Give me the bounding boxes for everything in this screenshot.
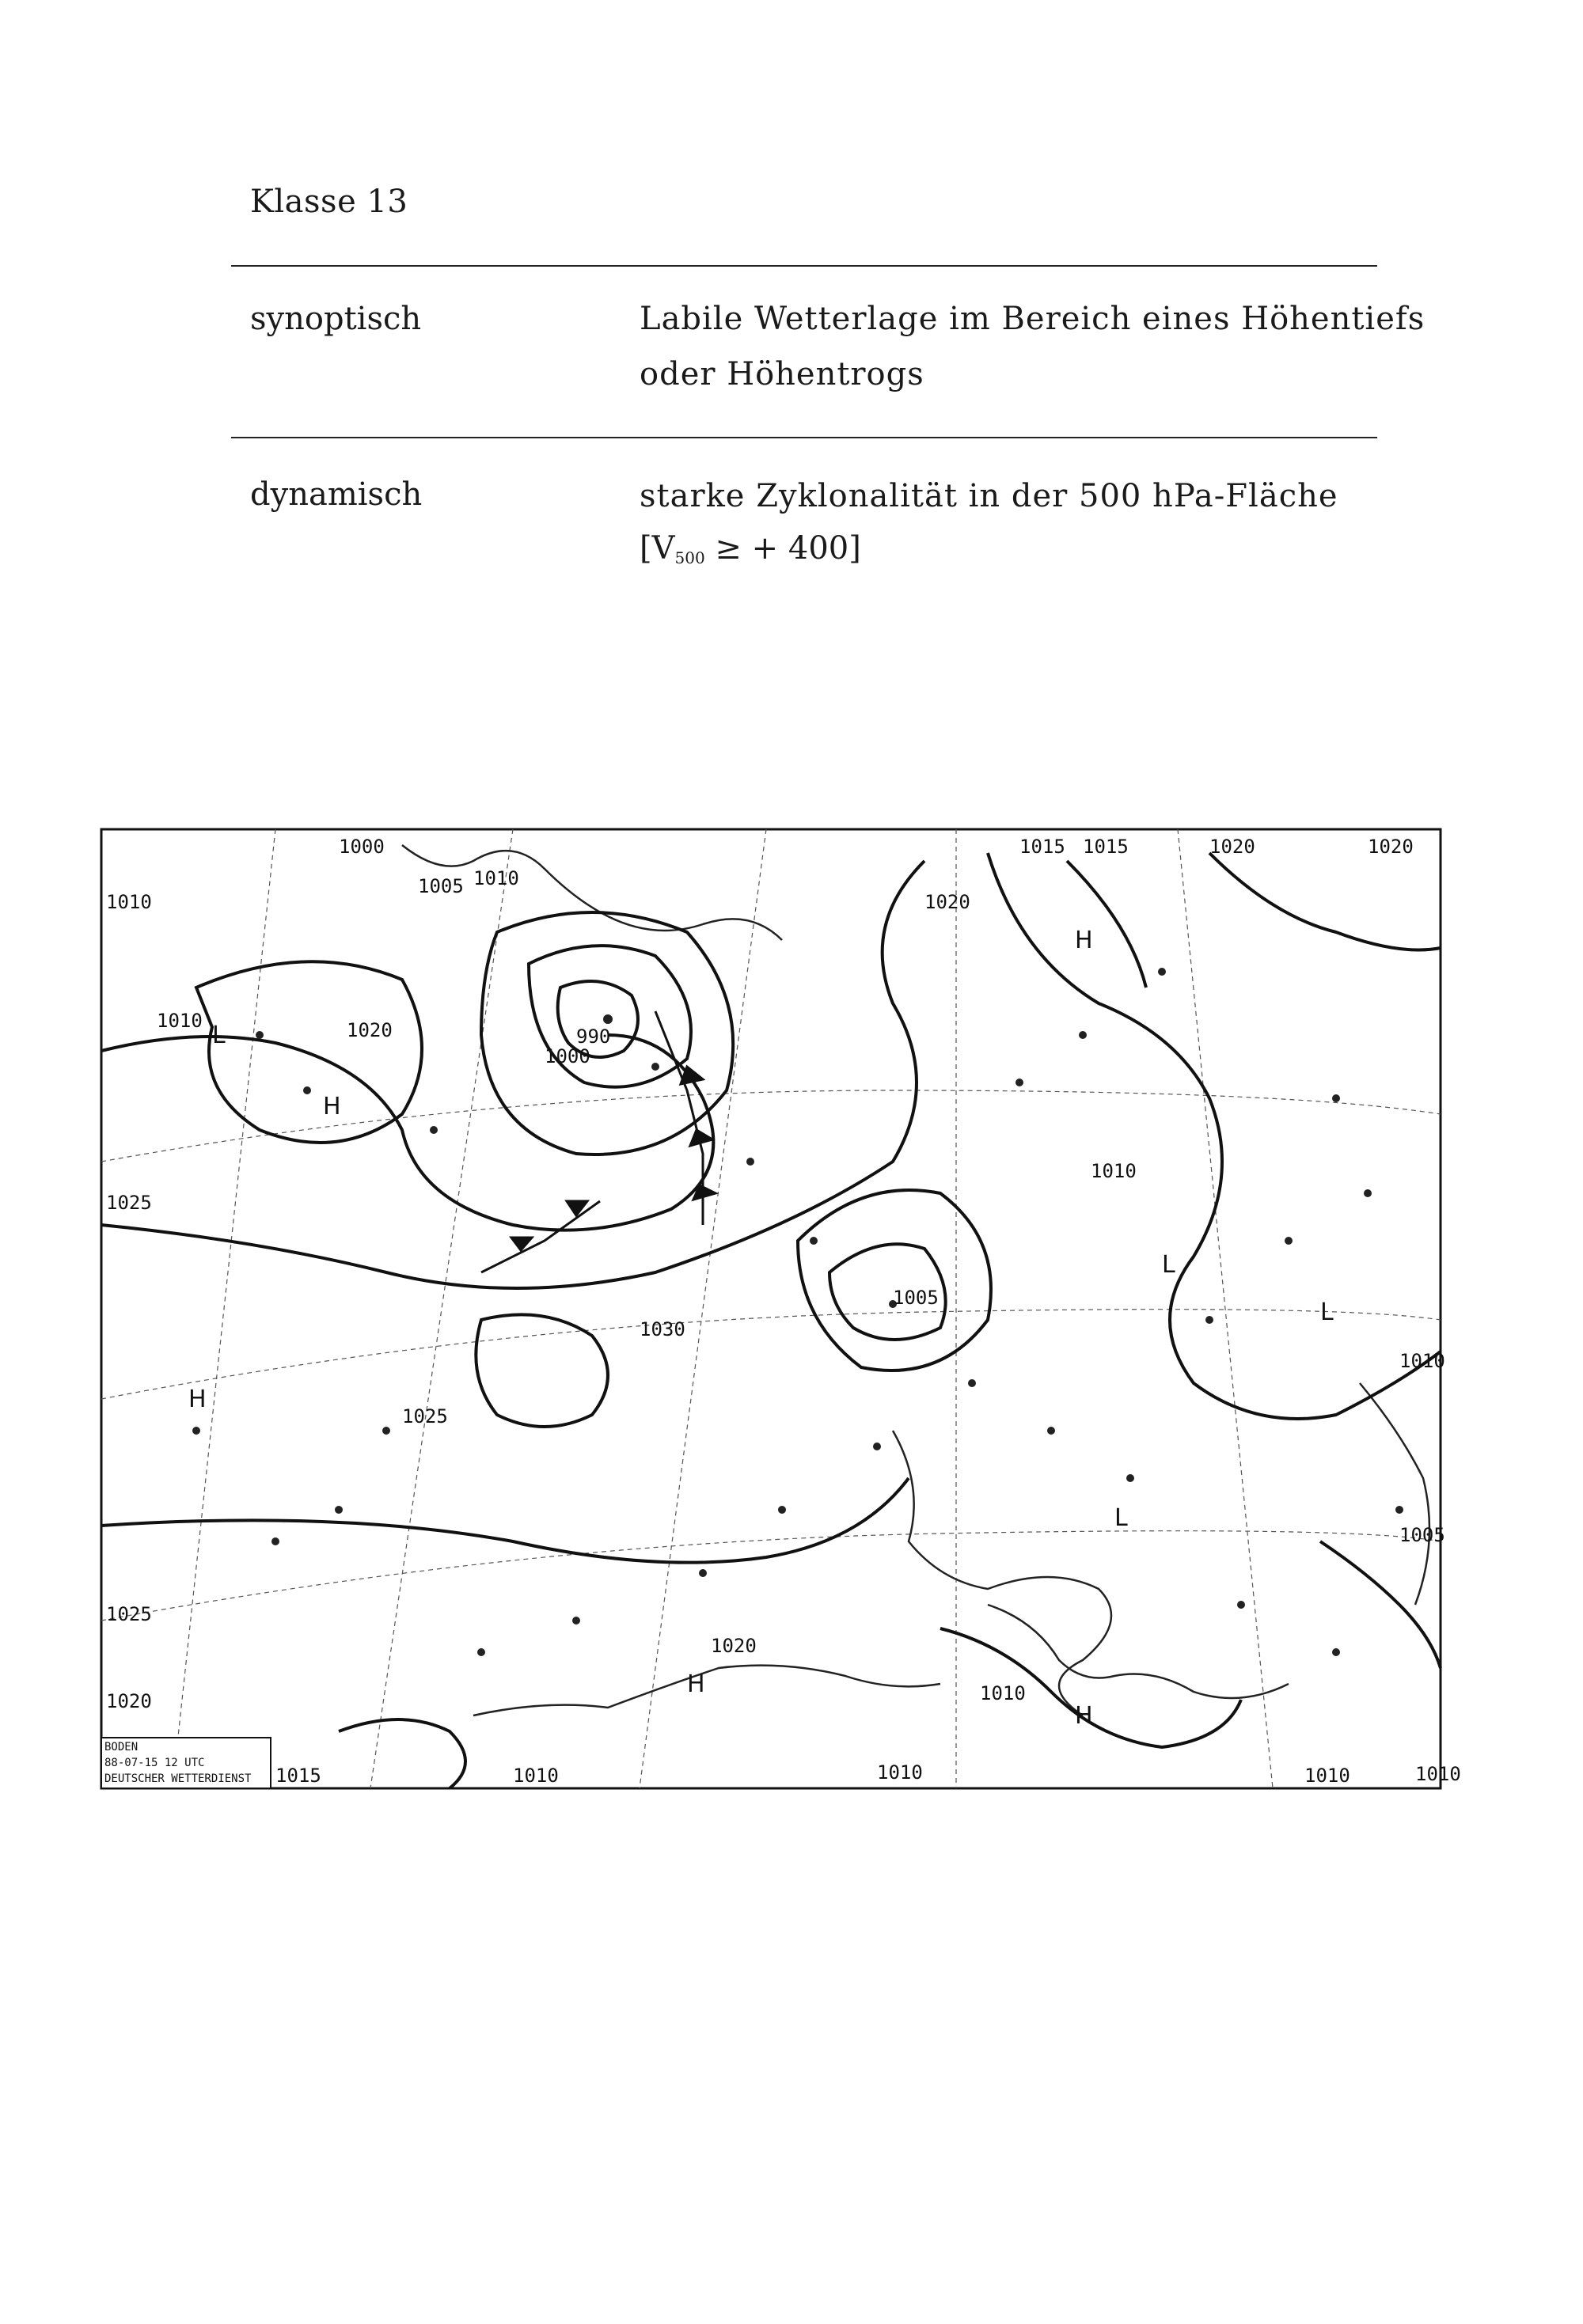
isobar-label: 1010 [1399,1350,1445,1372]
top-rule [231,265,1377,267]
isobar-label: 990 [576,1026,611,1048]
pressure-center: L [1320,1298,1334,1326]
isobar-label: 1025 [106,1192,152,1214]
isobar-label: 1010 [473,867,519,889]
pressure-center: H [188,1386,207,1413]
isobar-label: 1005 [893,1287,939,1309]
isobar-label: 1020 [347,1019,393,1041]
pressure-center: L [1162,1251,1175,1279]
isobar-label: 1015 [275,1765,321,1787]
row-text-dynamisch [640,468,1338,524]
isobar-label: 1010 [877,1761,923,1784]
isobar-label: 1010 [980,1682,1026,1704]
formula-sub: 500 [674,548,705,567]
isobar-label: 1010 [157,1010,203,1032]
pressure-center: L [1114,1504,1128,1532]
isobar-label: 1020 [924,891,970,913]
text-line: starke Zyklonalität in der 500 hPa-Fläche [640,478,1338,514]
isobar-label: 1010 [1415,1763,1461,1785]
isobar-label: 1000 [545,1045,590,1067]
isobar-label: 1020 [106,1690,152,1712]
class-header: Klasse 13 [250,184,408,220]
vorticity-formula [640,530,861,567]
isobar-label: 1005 [1399,1524,1445,1546]
middle-rule [231,437,1377,438]
row-label-synoptisch: synoptisch [250,301,422,337]
isobar-label: 1025 [402,1405,448,1427]
row-label-dynamisch: dynamisch [250,476,423,513]
pressure-center: L [212,1022,226,1049]
stamp-line: DEUTSCHER WETTERDIENST [104,1772,252,1785]
isobar-label: 1020 [1368,836,1414,858]
isobar-label: 1010 [513,1765,559,1787]
isobar-label: 1020 [711,1635,757,1657]
weather-map [101,829,1461,1788]
text-line: oder Höhentrogs [640,356,924,392]
stamp-line: BODEN [104,1741,139,1753]
isobar-label: 1030 [640,1318,685,1340]
formula-open: [V [640,530,675,567]
pressure-center: H [687,1670,705,1698]
isobar-label: 1005 [418,875,464,897]
formula-rest: ≥ + 400] [704,530,861,567]
isobar-label: 1010 [1304,1765,1350,1787]
text-line: Labile Wetterlage im Bereich eines Höhentiefs [640,301,1425,337]
isobar-label: 1000 [339,836,385,858]
stamp-line: 88-07-15 12 UTC [104,1757,205,1769]
isobar-label: 1010 [106,891,152,913]
pressure-center: H [323,1093,341,1120]
pressure-center: H [1075,1702,1093,1730]
isobar-label: 1025 [106,1603,152,1625]
isobar-label: 1020 [1209,836,1255,858]
isobar-label: 1015 [1019,836,1065,858]
row-text-synoptisch [640,291,1425,402]
isobar-label: 1010 [1091,1160,1137,1182]
pressure-center: H [1075,927,1093,954]
isobar-label: 1015 [1083,836,1129,858]
